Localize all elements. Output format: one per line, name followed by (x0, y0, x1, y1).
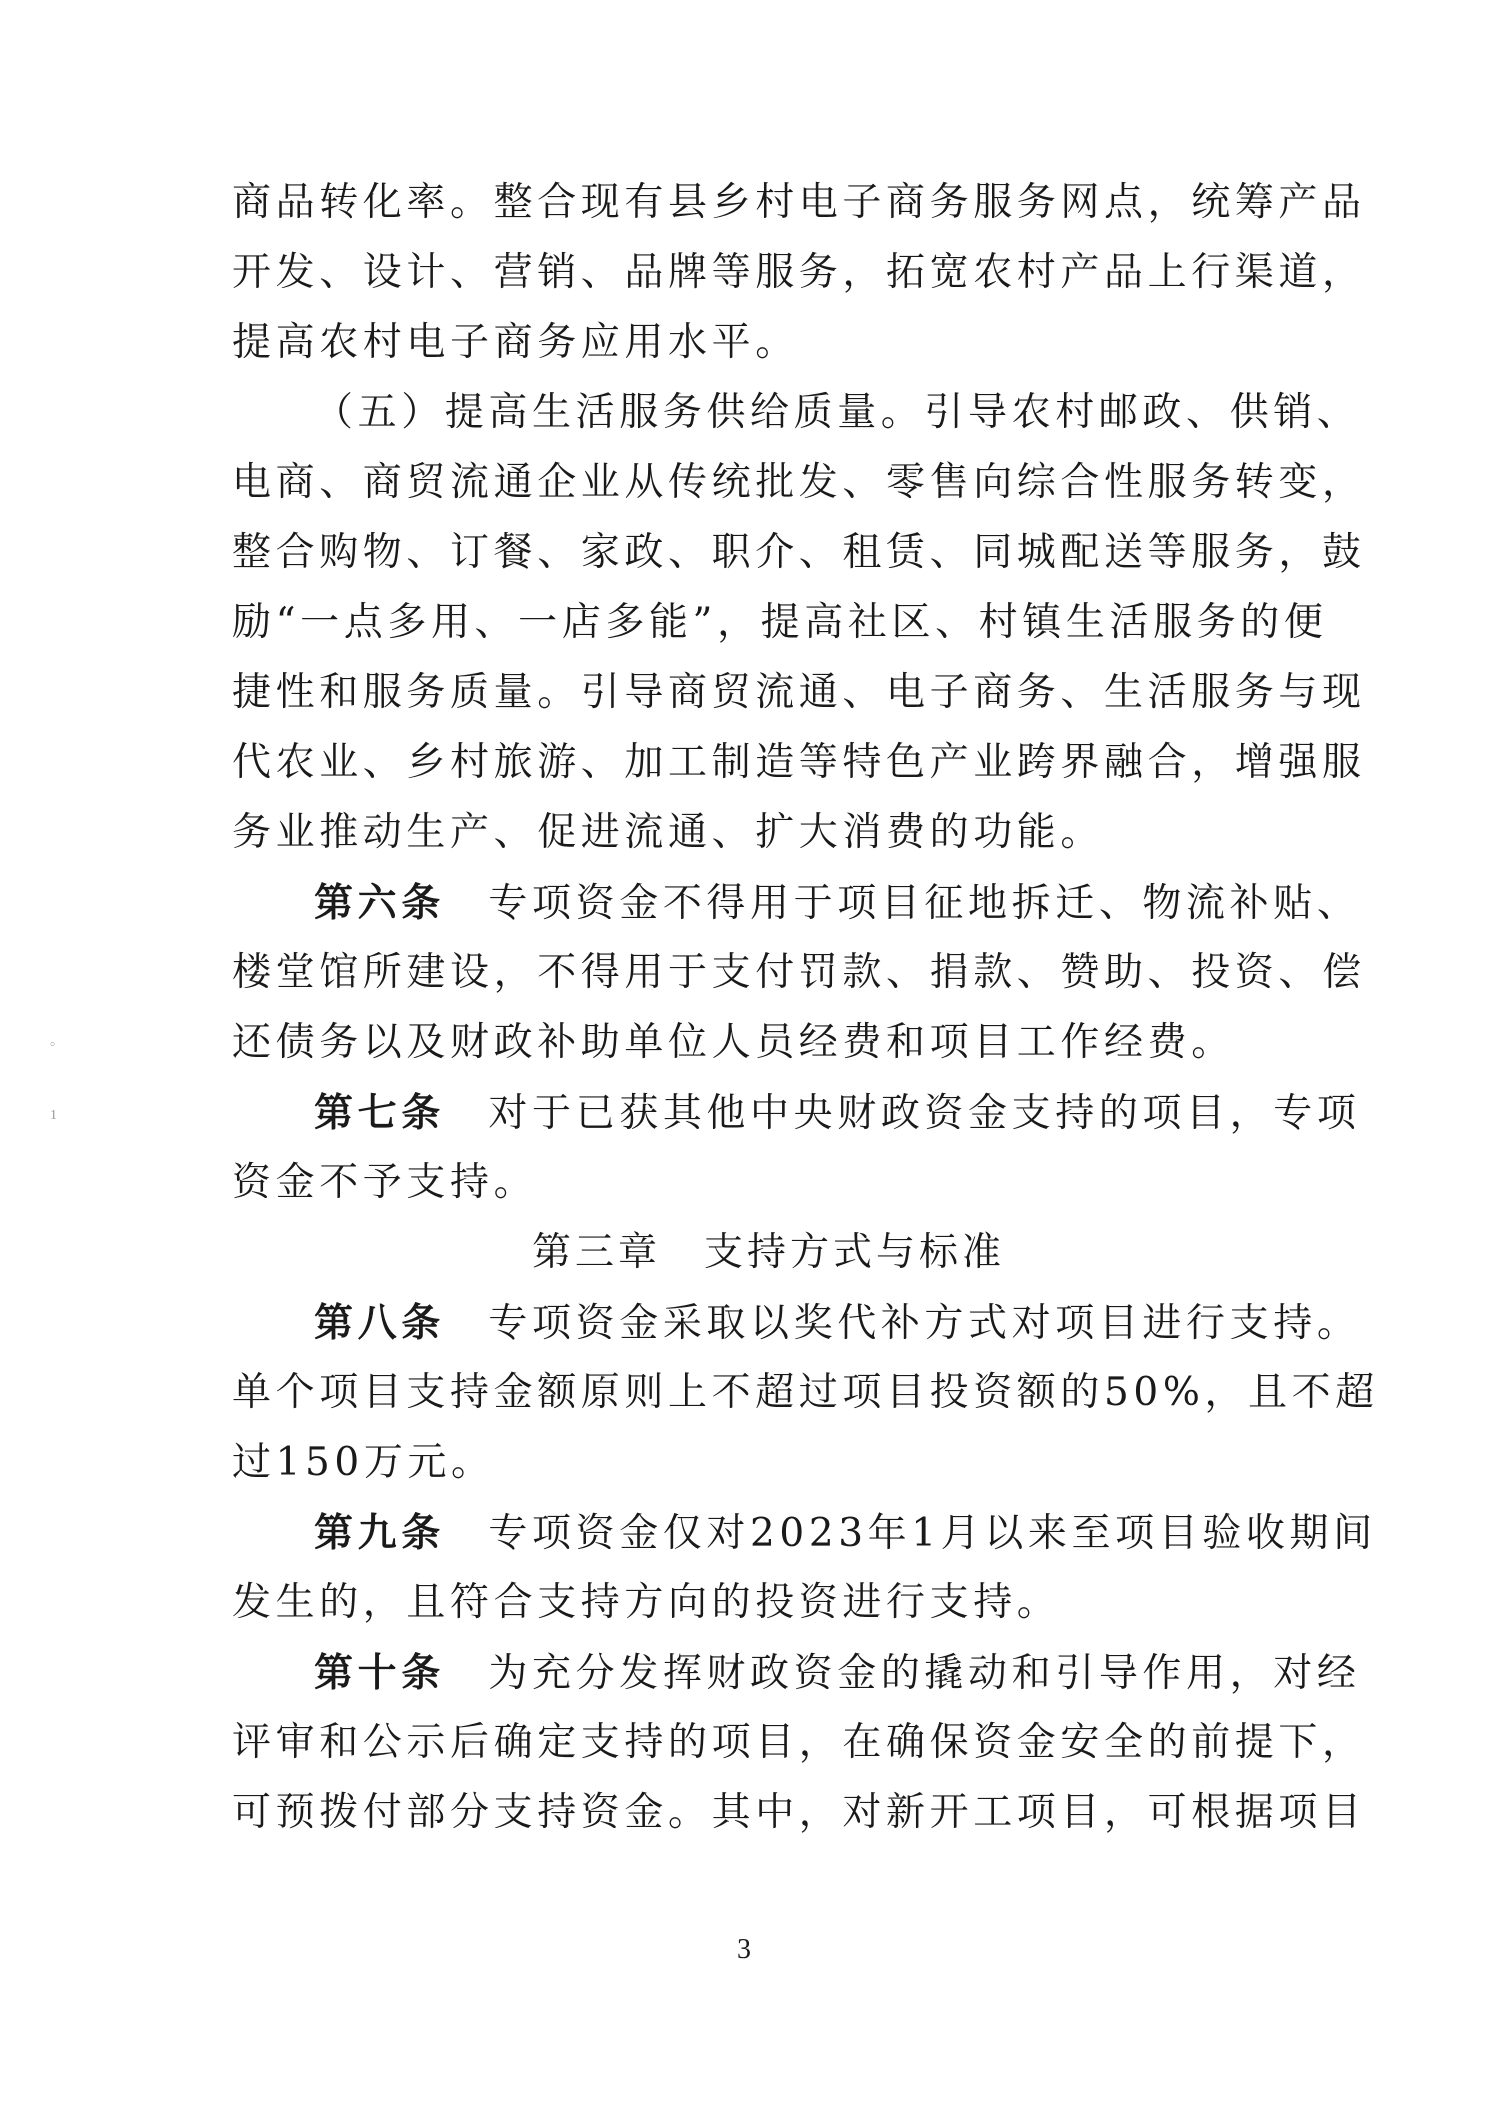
article-label: 第七条 (314, 1090, 445, 1136)
text-line: 商品转化率。整合现有县乡村电子商务服务网点，统筹产品 (232, 180, 1366, 225)
article-6-start (232, 868, 1361, 938)
text-line: 整合购物、订餐、家政、职介、租赁、同城配送等服务，鼓 (232, 530, 1366, 575)
article-10-start (232, 1638, 1361, 1708)
text-line: 还债务以及财政补助单位人员经费和项目工作经费。 (232, 1020, 1235, 1065)
article-text: 为充分发挥财政资金的撬动和引导作用，对经 (488, 1651, 1361, 1696)
article-8-start (232, 1288, 1361, 1358)
text-line: 资金不予支持。 (232, 1160, 538, 1205)
text-line: 开发、设计、营销、品牌等服务，拓宽农村产品上行渠道， (232, 250, 1366, 295)
article-label: 第十条 (314, 1650, 445, 1696)
article-text: 专项资金采取以奖代补方式对项目进行支持。 (488, 1301, 1361, 1346)
text-line: 捷性和服务质量。引导商贸流通、电子商务、生活服务与现 (232, 670, 1366, 715)
chapter-heading: 第三章 支持方式与标准 (532, 1230, 1006, 1275)
text-line: 提高农村电子商务应用水平。 (232, 320, 799, 365)
text-line: 过150万元。 (232, 1440, 495, 1485)
article-text: 专项资金不得用于项目征地拆迁、物流补贴、 (488, 881, 1361, 926)
page-number: 3 (737, 1934, 751, 1965)
text-line: 楼堂馆所建设，不得用于支付罚款、捐款、赞助、投资、偿 (232, 950, 1366, 995)
article-7-start (232, 1078, 1361, 1148)
body-text (232, 168, 1379, 1848)
text-line: 评审和公示后确定支持的项目，在确保资金安全的前提下， (232, 1720, 1366, 1765)
article-label: 第八条 (314, 1300, 445, 1346)
text-line: 发生的，且符合支持方向的投资进行支持。 (232, 1580, 1061, 1625)
text-line: 励“一点多用、一店多能”，提高社区、村镇生活服务的便 (232, 600, 1328, 645)
article-text: 对于已获其他中央财政资金支持的项目，专项 (488, 1091, 1361, 1136)
article-9-start (232, 1498, 1377, 1568)
text-line: 单个项目支持金额原则上不超过项目投资额的50%，且不超 (232, 1370, 1379, 1415)
article-label: 第九条 (314, 1510, 445, 1556)
margin-mark: 。 (50, 1034, 64, 1049)
article-text: 专项资金仅对2023年1月以来至项目验收期间 (488, 1511, 1377, 1556)
margin-mark: 1 (50, 1108, 57, 1123)
text-line: 代农业、乡村旅游、加工制造等特色产业跨界融合，增强服 (232, 740, 1366, 785)
text-line: 可预拨付部分支持资金。其中，对新开工项目，可根据项目 (232, 1790, 1366, 1835)
article-label: 第六条 (314, 880, 445, 926)
paragraph-start: （五）提高生活服务供给质量。引导农村邮政、供销、 (314, 390, 1361, 435)
text-line: 电商、商贸流通企业从传统批发、零售向综合性服务转变， (232, 460, 1366, 505)
text-line: 务业推动生产、促进流通、扩大消费的功能。 (232, 810, 1105, 855)
